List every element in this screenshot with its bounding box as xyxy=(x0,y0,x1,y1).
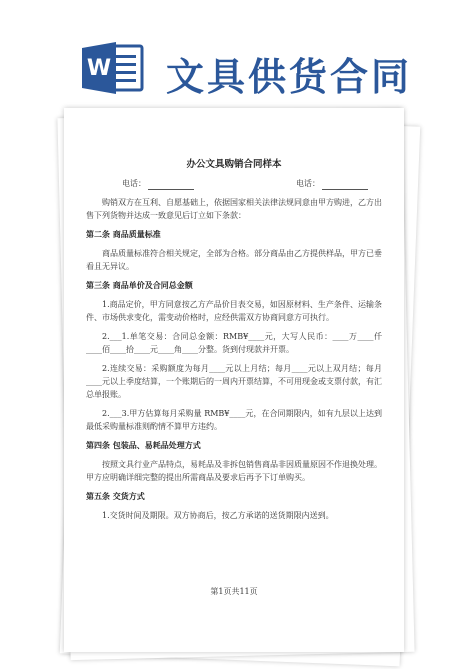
banner xyxy=(0,0,474,108)
section-paragraph: 2.连续交易：采购额度为每月____元以上月结；每月____元以上双月结；每月____元以上季度结算，一个账期后的一周内开票结算，不可用现金或支票付款，有汇总单报账。 xyxy=(86,364,382,399)
document-title: 办公文具购销合同样本 xyxy=(186,159,282,170)
word-logo-letter: W xyxy=(86,56,112,81)
phone-right xyxy=(296,177,368,190)
section-paragraph: 2.___3.甲方估算每月采购量 RMB¥____元，在合同期限内，如有九层以上达到最低采购量标准则酌情不算甲方违约。 xyxy=(86,409,382,431)
section-paragraph: 商品质量标准符合相关规定，全部为合格。部分商品由乙方提供样品，甲方已垂看且无异议。 xyxy=(86,249,382,271)
banner-title: 文具供货合同 xyxy=(166,55,413,99)
phone-right-blank xyxy=(322,180,368,190)
section-paragraph: 1.商品定价，甲方同意按乙方产品价目表交易，如因原材料、生产条件、运输条件、市场供求变化，需变动价格时，应经供需双方协商同意方可执行。 xyxy=(86,300,382,322)
section-heading: 第五条 交货方式 xyxy=(86,491,145,501)
phone-left-blank xyxy=(148,180,194,190)
intro-paragraph: 购销双方在互利、自愿基础上，依据国家相关法律法规同意由甲方购进，乙方出售下列货物并达成一致意见后订立如下条款： xyxy=(86,198,382,220)
phone-left xyxy=(122,177,194,190)
section-paragraph: 1.交货时间及期限。双方协商后，按乙方承诺的送货期限内送到。 xyxy=(102,511,334,520)
page-footer: 第1页共11页 xyxy=(210,587,258,596)
phone-left-label: 电话： xyxy=(122,179,146,188)
section-heading: 第四条 包装品、易耗品处理方式 xyxy=(86,440,201,450)
document-stack xyxy=(60,108,414,664)
word-doc-icon xyxy=(82,40,146,96)
section-heading: 第二条 商品质量标准 xyxy=(86,229,161,239)
document-page xyxy=(64,108,404,652)
phone-right-label: 电话： xyxy=(296,179,320,188)
phone-row xyxy=(86,177,382,190)
page-content xyxy=(86,158,382,528)
section-paragraph: 按照文具行业产品特点，易耗品及非拆包销售商品非因质量原因不作退换处理。甲方应明确详细完整的提出所需商品及要求后再予下订单购买。 xyxy=(86,460,382,482)
section-heading: 第三条 商品单价及合同总金额 xyxy=(86,280,193,290)
section-paragraph: 2.___1.单笔交易：合同总金额：RMB¥____元，大写人民币：____万____仟____佰____拾____元____角____分整。货到付现款并开票。 xyxy=(86,332,382,354)
